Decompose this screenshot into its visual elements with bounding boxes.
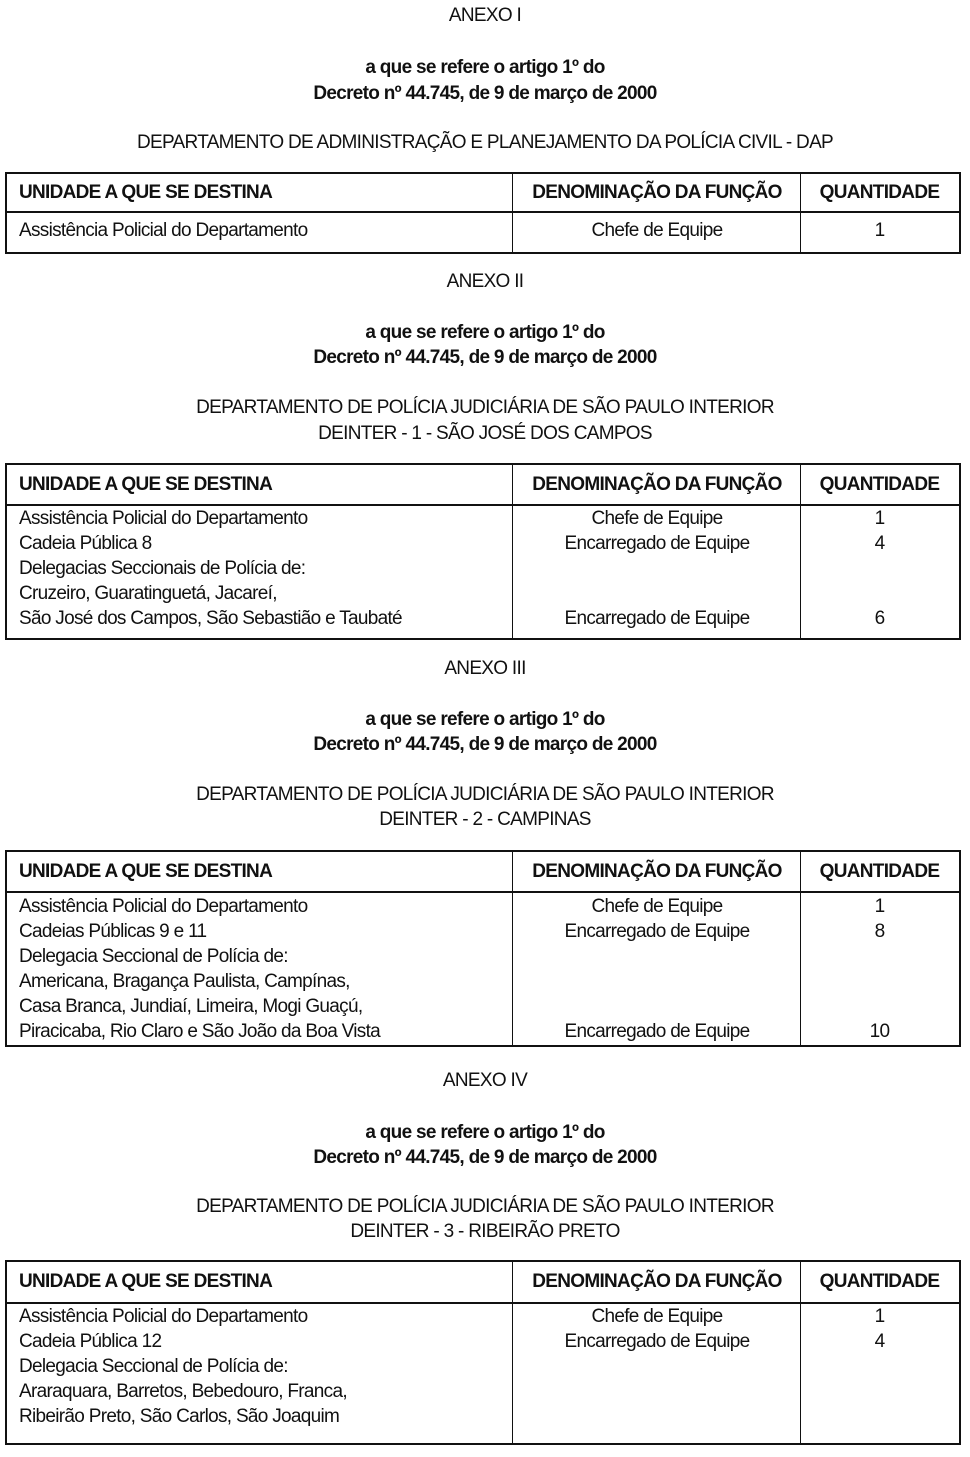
decree-reference-line1: a que se refere o artigo 1º do — [365, 1122, 605, 1143]
decree-reference-line1: a que se refere o artigo 1º do — [365, 57, 605, 78]
cell-unit: Delegacias Seccionais de Polícia de: — [19, 558, 306, 579]
cell-function: Encarregado de Equipe — [564, 1331, 750, 1352]
cell-unit: Araraquara, Barretos, Bebedouro, Franca, — [19, 1381, 347, 1402]
cell-function: Encarregado de Equipe — [564, 533, 750, 554]
cell-function: Chefe de Equipe — [591, 1306, 723, 1327]
cell-function: Chefe de Equipe — [591, 896, 723, 917]
annex-table — [5, 1260, 961, 1445]
cell-unit: Delegacia Seccional de Polícia de: — [19, 946, 288, 967]
header-unit: UNIDADE A QUE SE DESTINA — [19, 181, 273, 203]
header-function: DENOMINAÇÃO DA FUNÇÃO — [532, 181, 782, 203]
cell-function: Chefe de Equipe — [591, 508, 723, 529]
header-divider — [7, 211, 959, 213]
department-name: DEPARTAMENTO DE ADMINISTRAÇÃO E PLANEJAMENTO DA POLÍCIA CIVIL - DAP — [136, 132, 834, 153]
header-unit: UNIDADE A QUE SE DESTINA — [19, 473, 273, 495]
cell-quantity: 1 — [874, 896, 885, 917]
header-quantity: QUANTIDADE — [819, 860, 940, 882]
cell-quantity: 4 — [874, 533, 885, 554]
cell-quantity: 6 — [874, 608, 885, 629]
decree-reference-line2: Decreto nº 44.745, de 9 de março de 2000 — [313, 347, 657, 368]
decree-reference-line2: Decreto nº 44.745, de 9 de março de 2000 — [313, 83, 657, 104]
department-name: DEINTER - 1 - SÃO JOSÉ DOS CAMPOS — [318, 423, 652, 444]
header-divider — [7, 1302, 959, 1304]
header-divider — [7, 504, 959, 506]
annex-table — [5, 850, 961, 1047]
cell-function: Encarregado de Equipe — [564, 608, 750, 629]
header-quantity: QUANTIDADE — [819, 181, 940, 203]
cell-function: Chefe de Equipe — [591, 220, 723, 241]
cell-unit: Cadeia Pública 12 — [19, 1331, 162, 1352]
cell-quantity: 8 — [874, 921, 885, 942]
annex-title: ANEXO I — [448, 5, 522, 26]
decree-reference-line1: a que se refere o artigo 1º do — [365, 709, 605, 730]
department-name: DEINTER - 3 - RIBEIRÃO PRETO — [350, 1221, 620, 1242]
decree-reference-line2: Decreto nº 44.745, de 9 de março de 2000 — [313, 1147, 657, 1168]
column-divider — [512, 174, 513, 252]
decree-reference-line1: a que se refere o artigo 1º do — [365, 322, 605, 343]
annex-title: ANEXO IV — [442, 1070, 528, 1091]
cell-unit: Assistência Policial do Departamento — [19, 1306, 308, 1327]
annex-table — [5, 172, 961, 254]
department-name: DEINTER - 2 - CAMPINAS — [379, 809, 591, 830]
cell-unit: Casa Branca, Jundiaí, Limeira, Mogi Guaçú, — [19, 996, 363, 1017]
decree-reference-line2: Decreto nº 44.745, de 9 de março de 2000 — [313, 734, 657, 755]
annex-title: ANEXO III — [444, 658, 526, 679]
cell-quantity: 1 — [874, 508, 885, 529]
header-unit: UNIDADE A QUE SE DESTINA — [19, 1271, 273, 1292]
column-divider — [512, 1262, 513, 1443]
column-divider — [800, 465, 801, 638]
cell-unit: Assistência Policial do Departamento — [19, 220, 308, 241]
cell-unit: Assistência Policial do Departamento — [19, 896, 308, 917]
header-function: DENOMINAÇÃO DA FUNÇÃO — [532, 473, 782, 495]
column-divider — [512, 465, 513, 638]
cell-unit: Cruzeiro, Guaratinguetá, Jacareí, — [19, 583, 277, 604]
cell-function: Encarregado de Equipe — [564, 921, 750, 942]
cell-unit: Piracicaba, Rio Claro e São João da Boa Vista — [19, 1021, 381, 1042]
cell-unit: São José dos Campos, São Sebastião e Taubaté — [19, 608, 402, 629]
header-function: DENOMINAÇÃO DA FUNÇÃO — [532, 1271, 782, 1292]
cell-quantity: 1 — [874, 1306, 885, 1327]
cell-unit: Cadeia Pública 8 — [19, 533, 152, 554]
cell-quantity: 1 — [874, 220, 885, 241]
cell-unit: Americana, Bragança Paulista, Campínas, — [19, 971, 350, 992]
header-function: DENOMINAÇÃO DA FUNÇÃO — [532, 860, 782, 882]
cell-quantity: 4 — [874, 1331, 885, 1352]
department-name: DEPARTAMENTO DE POLÍCIA JUDICIÁRIA DE SÃO PAULO INTERIOR — [196, 397, 774, 418]
header-unit: UNIDADE A QUE SE DESTINA — [19, 860, 273, 882]
cell-function: Encarregado de Equipe — [564, 1021, 750, 1042]
column-divider — [800, 174, 801, 252]
cell-unit: Ribeirão Preto, São Carlos, São Joaquim — [19, 1406, 340, 1427]
header-divider — [7, 891, 959, 893]
cell-unit: Cadeias Públicas 9 e 11 — [19, 921, 207, 942]
cell-unit: Delegacia Seccional de Polícia de: — [19, 1356, 288, 1377]
department-name: DEPARTAMENTO DE POLÍCIA JUDICIÁRIA DE SÃO PAULO INTERIOR — [196, 1196, 774, 1217]
column-divider — [800, 1262, 801, 1443]
annex-table — [5, 463, 961, 640]
cell-unit: Assistência Policial do Departamento — [19, 508, 308, 529]
column-divider — [512, 852, 513, 1045]
header-quantity: QUANTIDADE — [819, 1271, 940, 1292]
header-quantity: QUANTIDADE — [819, 473, 940, 495]
cell-quantity: 10 — [869, 1021, 890, 1042]
annex-title: ANEXO II — [446, 271, 524, 292]
department-name: DEPARTAMENTO DE POLÍCIA JUDICIÁRIA DE SÃO PAULO INTERIOR — [196, 784, 774, 805]
column-divider — [800, 852, 801, 1045]
